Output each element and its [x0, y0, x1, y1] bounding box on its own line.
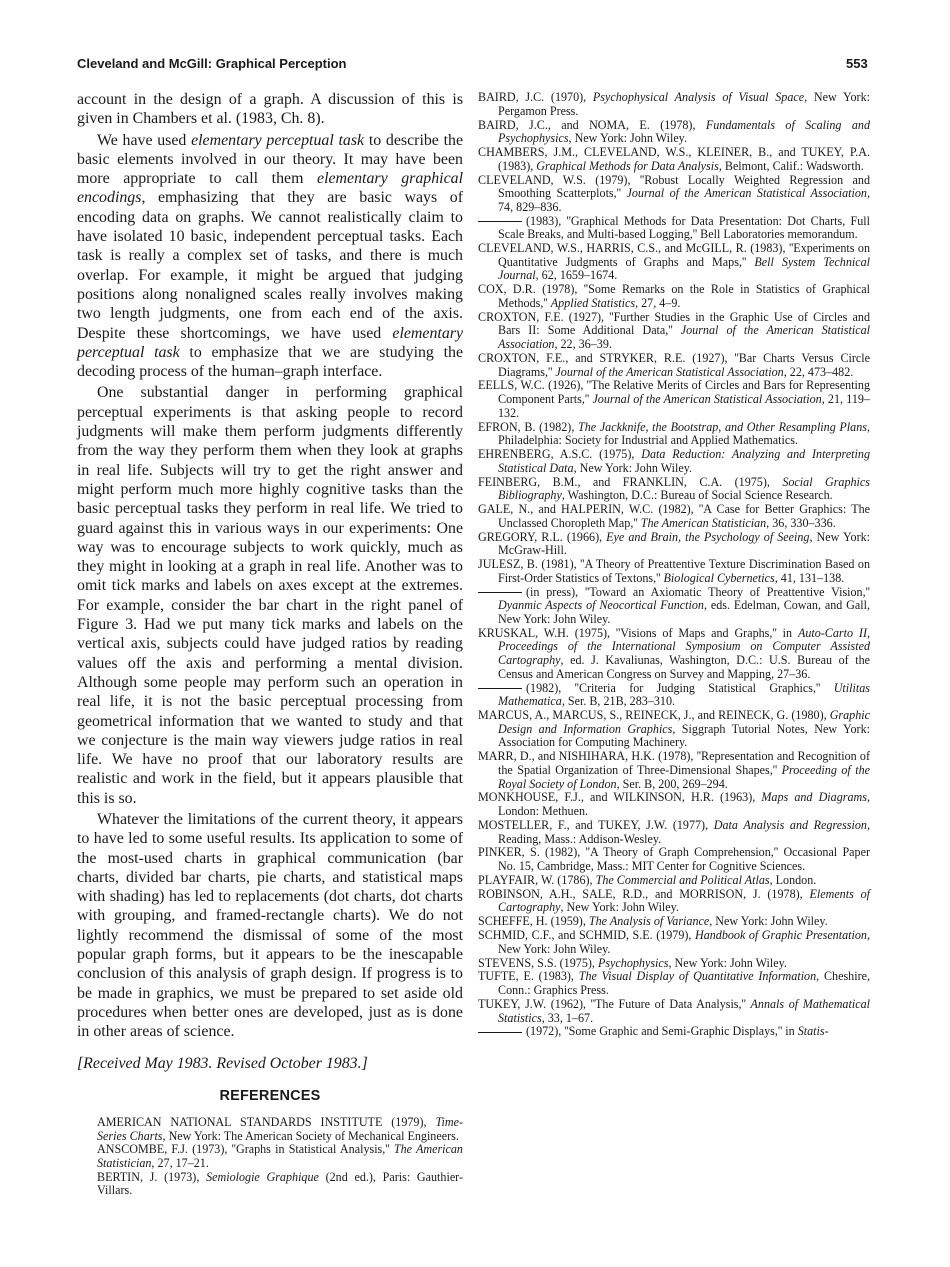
repeat-author-dash [478, 592, 522, 593]
reference-entry: BAIRD, J.C., and NOMA, E. (1978), Fundamentals of Scaling and Psychophysics, New York: John Wiley. [478, 117, 870, 146]
reference-entry: ROBINSON, A.H., SALE, R.D., and MORRISON, J. (1978), Elements of Cartography, New York: John Wiley. [478, 886, 870, 915]
repeat-author-dash [478, 221, 522, 222]
reference-entry: (in press), ''Toward an Axiomatic Theory of Preattentive Vision,'' Dyanmic Aspects of Neocortical Function, eds. Edelman, Cowan, and Gall, New York: John Wiley. [478, 586, 870, 627]
reference-entry: BAIRD, J.C. (1970), Psychophysical Analysis of Visual Space, New York: Pergamon Press. [478, 90, 870, 118]
reference-entry: AMERICAN NATIONAL STANDARDS INSTITUTE (1979), Time-Series Charts, New York: The American Society of Mechanical Engineers. [97, 1115, 463, 1143]
body-text [77, 90, 463, 1042]
reference-entry: PINKER, S. (1982), ''A Theory of Graph Comprehension,'' Occasional Paper No. 15, Cambridge, Mass.: MIT Center for Cognitive Sciences. [478, 845, 870, 874]
reference-entry: TUKEY, J.W. (1962), ''The Future of Data Analysis,'' Annals of Mathematical Statistics, 33, 1–67. [478, 996, 870, 1025]
reference-entry: TUFTE, E. (1983), The Visual Display of Quantitative Information, Cheshire, Conn.: Graphics Press. [478, 969, 870, 998]
references-heading: REFERENCES [219, 1087, 321, 1104]
reference-entry: SCHEFFE, H. (1959), The Analysis of Variance, New York: John Wiley. [478, 914, 828, 929]
reference-entry: MARCUS, A., MARCUS, S., REINECK, J., and REINECK, G. (1980), Graphic Design and Information Graphics, Siggraph Tutorial Notes, New York: Association for Computing Machinery. [478, 708, 870, 750]
body-paragraph: account in the design of a graph. A discussion of this is given in Chambers et al. (1983, Ch. 8). [77, 91, 463, 128]
reference-entry: CROXTON, F.E. (1927), ''Further Studies in the Graphic Use of Circles and Bars II: Some Additional Data,'' Journal of the American Statistical Association, 22, 36–39. [478, 309, 870, 352]
reference-entry: SCHMID, C.F., and SCHMID, S.E. (1979), Handbook of Graphic Presentation, New York: John Wiley. [478, 928, 870, 956]
reference-entry: MONKHOUSE, F.J., and WILKINSON, H.R. (1963), Maps and Diagrams, London: Methuen. [478, 790, 870, 819]
reference-entry: COX, D.R. (1978), ''Some Remarks on the Role in Statistics of Graphical Methods,'' Applied Statistics, 27, 4–9. [478, 282, 870, 310]
page-number: 553 [846, 56, 868, 71]
reference-entry: CLEVELAND, W.S. (1979), ''Robust Locally Weighted Regression and Smoothing Scatterplots,'' Journal of the American Statistical Association, 74, 829–836. [478, 172, 870, 214]
reference-entry: (1983), ''Graphical Methods for Data Presentation: Dot Charts, Full Scale Breaks, and Multi-based Logging,'' Bell Laboratories memorandum. [478, 215, 870, 242]
reference-entry: MOSTELLER, F., and TUKEY, J.W. (1977), Data Analysis and Regression, Reading, Mass.: Addison-Wesley. [478, 817, 870, 846]
references-list-left [77, 1116, 463, 1198]
body-paragraph: Whatever the limitations of the current theory, it appears to have led to some useful results. Its application to some of the most-used charts in graphical communication (bar charts, divided bar charts, pie charts, and statistical maps with shading) has led to replacements (dot charts, dot charts with grouping, and framed-rectangle charts). We do not lightly recommend the dismissal of some of the most popular graph forms, but it appears to be the inescapable conclusion of this analysis of graph design. If progress is to be made in graphics, we must be prepared to set aside old procedures when better ones are developed, just as is done in other areas of science. [77, 810, 463, 1041]
repeat-author-dash [478, 1032, 522, 1033]
reference-entry: FEINBERG, B.M., and FRANKLIN, C.A. (1975), Social Graphics Bibliography, Washington, D.C.: Bureau of Social Science Research. [478, 474, 870, 503]
reference-entry: BERTIN, J. (1973), Semiologie Graphique (2nd ed.), Paris: Gauthier-Villars. [97, 1169, 463, 1198]
reference-entry: GALE, N., and HALPERIN, W.C. (1982), ''A Case for Better Graphics: The Unclassed Choropleth Map,'' The American Statistician, 36, 330–336. [478, 502, 870, 530]
reference-entry: (1982), ''Criteria for Judging Statistical Graphics,'' Utilitas Mathematica, Ser. B, 21B, 283–310. [478, 682, 870, 709]
reference-entry: GREGORY, R.L. (1966), Eye and Brain, the Psychology of Seeing, New York: McGraw-Hill. [478, 529, 870, 558]
reference-entry: CLEVELAND, W.S., HARRIS, C.S., and McGILL, R. (1983), ''Experiments on Quantitative Judgments of Graphs and Maps,'' Bell System Technical Journal, 62, 1659–1674. [478, 241, 870, 283]
left-column [77, 90, 463, 1198]
body-paragraph: One substantial danger in performing graphical perceptual experiments is that asking people to record judgments will make them perform judgments differently from the way they perform them when they look at graphs in real life. Subjects will try to get the right answer and might perform much more highly cognitive tasks than the basic perceptual tasks they perform in real life. We tried to guard against this in various ways in our experiments: One way was to encourage subjects to work quickly, much as they might in looking at a graph in real life. Another was to omit tick marks and labels on axes except at the extremes. For example, consider the bar chart in the right panel of Figure 3. Had we put many tick marks and labels on the vertical axis, subjects could have judged ratios by reading values off the axis and performing a mental division. Although some people may perform such an operation in real life, it is not the basic perceptual processing from geometrical information that we wanted to study and that we conjecture is the main way viewers judge ratios in real life. We have no proof that our laboratory results are realistic and work in the field, but it appears plausible that this is so. [77, 384, 463, 807]
reference-entry: (1972), ''Some Graphic and Semi-Graphic Displays,'' in Statis- [478, 1025, 870, 1039]
references-list-right [478, 91, 870, 1039]
reference-entry: EELLS, W.C. (1926), ''The Relative Merits of Circles and Bars for Representing Component Parts,'' Journal of the American Statistical Association, 21, 119–132. [478, 378, 870, 420]
reference-entry: CROXTON, F.E., and STRYKER, R.E. (1927), ''Bar Charts Versus Circle Diagrams,'' Journal of the American Statistical Association, 22, 473–482. [478, 350, 870, 379]
right-column [478, 91, 870, 1039]
received-note: [Received May 1983. Revised October 1983.] [77, 1054, 368, 1072]
reference-entry: PLAYFAIR, W. (1786), The Commercial and Political Atlas, London. [478, 872, 817, 887]
body-paragraph: We have used elementary perceptual task to describe the basic elements involved in our theory. It may have been more appropriate to call them elementary graphical encodings, emphasizing that they are basic ways of encoding data on graphs. We cannot realistically claim to have isolated 10 basic, independent perceptual tasks. Each task is really a complex set of tasks, and there is much overlap. For example, it might be argued that judging positions along nonaligned scales really involves making two length judgments, one from each end of the axis. Despite these shortcomings, we have used elementary perceptual task to emphasize that we are studying the decoding process of the human–graph interface. [77, 131, 464, 381]
reference-entry: MARR, D., and NISHIHARA, H.K. (1978), ''Representation and Recognition of the Spatial Organization of Three-Dimensional Shapes,'' Proceeding of the Royal Society of London, Ser. B, 200, 269–294. [478, 749, 870, 791]
reference-entry: EHRENBERG, A.S.C. (1975), Data Reduction: Analyzing and Interpreting Statistical Data, New York: John Wiley. [478, 447, 870, 475]
running-title: Cleveland and McGill: Graphical Perception [77, 56, 347, 71]
reference-entry: ANSCOMBE, F.J. (1973), ''Graphs in Statistical Analysis,'' The American Statistician, 27, 17–21. [97, 1142, 463, 1170]
repeat-author-dash [478, 688, 522, 689]
reference-entry: EFRON, B. (1982), The Jackknife, the Bootstrap, and Other Resampling Plans, Philadelphia: Society for Industrial and Applied Mathematics. [478, 419, 870, 448]
reference-entry: KRUSKAL, W.H. (1975), ''Visions of Maps and Graphs,'' in Auto-Carto II, Proceedings of the International Symposium on Computer Assisted Cartography, ed. J. Kavaliunas, Washington, D.C.: U.S. Bureau of the Census and American Congress on Survey and Mapping, 27–36. [478, 625, 870, 681]
reference-entry: STEVENS, S.S. (1975), Psychophysics, New York: John Wiley. [478, 955, 787, 970]
reference-entry: JULESZ, B. (1981), ''A Theory of Preattentive Texture Discrimination Based on First-Order Statistics of Textons,'' Biological Cybernetics, 41, 131–138. [478, 557, 870, 585]
reference-entry: CHAMBERS, J.M., CLEVELAND, W.S., KLEINER, B., and TUKEY, P.A. (1983), Graphical Methods for Data Analysis, Belmont, Calif.: Wadsworth. [478, 145, 870, 173]
